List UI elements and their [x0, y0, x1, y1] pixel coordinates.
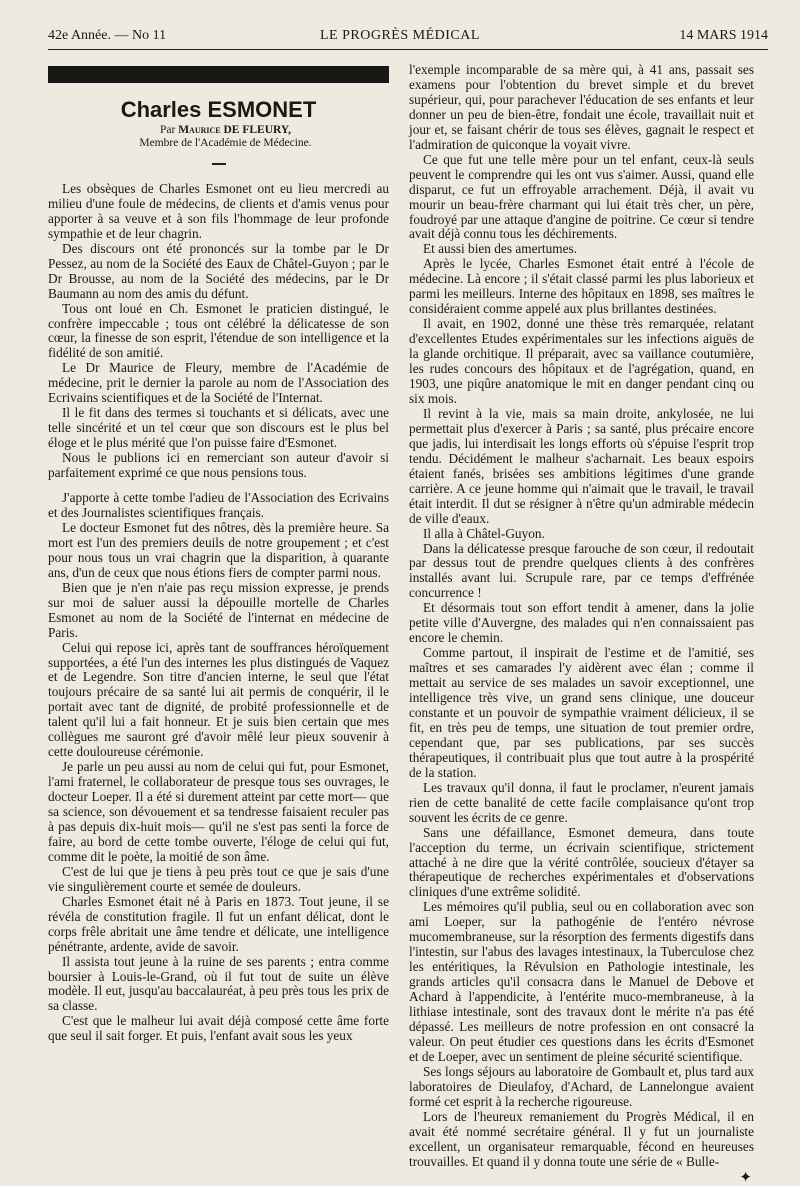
left-column	[48, 66, 389, 1044]
byline-prefix: Par	[159, 123, 176, 136]
title-dash	[212, 163, 226, 165]
end-ornament-icon: ✦	[739, 1169, 752, 1186]
paragraph: Le docteur Esmonet fut des nôtres, dès la première heure. Sa mort est l'un des premiers deuils de notre groupement ; et c'est pour nous tous un vrai chagrin que la disparition, à quarante ans, d'un de ceux que nous étions fiers de compter parmi nous.	[48, 519, 389, 580]
paragraph: Il alla à Châtel-Guyon.	[423, 525, 545, 541]
paragraph: Il revint à la vie, mais sa main droite, ankylosée, ne lui permettait plus d'exercer à Paris ; sa santé, plus précaire encore que jadis, lui interdisait les longs efforts où s'épuise l'esprit trop tendu. Décidément le malheur s'acharnait. Les beaux espoirs étaient fanés, brisées ses ambitions légitimes d'une grande carrière. A ce jeune homme qui n'aimait que le travail, le travail était interdit. Il dut se résigner à n'être qu'un admirable médecin de ville d'eaux.	[409, 405, 754, 526]
paragraph: Ses longs séjours au laboratoire de Gombault et, plus tard aux laboratoires de Dieulafoy, d'Achard, de Lannelongue avaient formé cet esprit à la recherche rigoureuse.	[409, 1063, 754, 1109]
paragraph: Ce que fut une telle mère pour un tel enfant, ceux-là seuls peuvent le comprendre qui les ont vus s'aimer. Aussi, quand elle disparut, ce fut un effroyable arrachement. Déjà, il avait vu mourir un beau-frère charmant qui lui était très cher, un père, foudroyé par une attaque d'angine de poitrine. Ce cœur si tendre avait déjà connu tous les déchirements.	[409, 151, 754, 242]
paragraph: Sans une défaillance, Esmonet demeura, dans toute l'acception du terme, un écrivain scientifique, strictement attaché à ne dire que la vérité contrôlée, soucieux d'étayer sa thérapeutique de recherches expérimentales et d'observations cliniques d'une extrême solidité.	[409, 824, 754, 900]
journal-name: LE PROGRÈS MÉDICAL	[320, 28, 480, 43]
paragraph: Des discours ont été prononcés sur la tombe par le Dr Pessez, au nom de la Société des Eaux de Châtel-Guyon ; par le Dr Brousse, au nom de la Société des médecins, par le Dr Baumann au nom des amis du défunt.	[48, 240, 389, 301]
paragraph: J'apporte à cette tombe l'adieu de l'Association des Ecrivains et des Journalistes scientifiques français.	[48, 490, 389, 520]
paragraph: Il le fit dans des termes si touchants et si délicats, avec une telle sincérité et un tel cœur que son discours est le plus bel éloge et le plus mérité que l'on puisse faire d'Esmonet.	[48, 405, 389, 451]
paragraph: Les mémoires qu'il publia, seul ou en collaboration avec son ami Loeper, sur la pathogénie de l'entéro névrose mucomembraneuse, sur la résorption des ferments digestifs dans l'intestin, sur l'abus des lavages intestinaux, la Tuberculose chez les entéritiques, la Révulsion en Pathologie intestinale, les grands articles qu'il consacra dans le Manuel de Debove et Achard à l'appendicite, à l'entérite muco-membraneuse, à la lithiase intestinale, sont des travaux dont le mérite n'a pas été dépassé. Les meilleurs de notre profession en ont consacré la valeur. On peut étudier ces questions dans les écrits d'Esmonet et de Loeper, avec un sentiment de pleine sécurité scientifique.	[409, 899, 754, 1064]
paragraph: Il avait, en 1902, donné une thèse très remarquée, relatant d'excellentes Etudes expérimentales sur les infections aiguës de la glande orchitique. Il préparait, avec sa vaillance coutumière, les rudes concours des hôpitaux et de l'agrégation, quand, en 1903, une piqûre anatomique le mit en danger pendant cinq ou six mois.	[409, 316, 754, 406]
paragraph: Lors de l'heureux remaniement du Progrès Médical, il en avait été nommé secrétaire général. Il y fut un journaliste excellent, un organisateur remarquable, fécond en heureuses trouvailles. Et quand il y donna toute une série de « Bulle-	[409, 1108, 754, 1169]
paragraph: l'exemple incomparable de sa mère qui, à 41 ans, passait ses examens pour l'obtention du brevet simple et du brevet supérieur, qui, pour parachever l'éducation de ses enfants et leur donner un peu de bien-être, fondait une école, travaillait nuit et jour et, se faisant chérir de tous ses élèves, gagnait le respect et l'admiration de quiconque la voyait vivre.	[409, 62, 754, 152]
paragraph: C'est de lui que je tiens à peu près tout ce que je sais d'une vie singulièrement courte et semée de douleurs.	[48, 863, 389, 894]
right-column	[409, 63, 754, 1185]
paragraph: Je parle un peu aussi au nom de celui qui fut, pour Esmonet, l'ami fraternel, le collaborateur de presque tous ses ouvrages, le docteur Loeper. Il a été si durement atteint par cette mort— que sa science, son dévouement et sa tendresse faisaient reculer pas à pas depuis dix-huit mois— qu'il ne s'est pas senti la force de faire, au bord de cette tombe ouverte, l'éloge de celui qui fut, comme dit le poète, la moitié de son âme.	[48, 759, 389, 864]
paragraph: Bien que je n'en n'aie pas reçu mission expresse, je prends sur moi de saluer aussi la dépouille mortelle de Charles Esmonet au nom de la Société de l'internat en médecine de Paris.	[48, 579, 389, 640]
paragraph: Dans la délicatesse presque farouche de son cœur, il redoutait par dessus tout de prendre quelques clients à des confrères installés avant lui. Scrupule rare, par ce temps d'effrénée concurrence !	[409, 540, 754, 601]
paragraph: Tous ont loué en Ch. Esmonet le praticien distingué, le confrère impeccable ; tous ont célébré la délicatesse de son cœur, la finesse de son esprit, l'étendue de son intelligence et la fidélité de son amitié.	[48, 300, 389, 361]
paragraph: Et désormais tout son effort tendit à amener, dans la jolie petite ville d'Auvergne, des malades qui n'en connaissaient pas encore le chemin.	[409, 600, 754, 646]
paragraph: Le Dr Maurice de Fleury, membre de l'Académie de médecine, prit le dernier la parole au nom de l'Association des Ecrivains scientifiques et de la Société de l'Internat.	[48, 360, 389, 406]
paragraph: Comme partout, il inspirait de l'estime et de l'amitié, ses maîtres et ses camarades l'y aidèrent avec élan ; comme il mettait au service de ses malades un savoir exceptionnel, une intelligence très vive, un grand sens clinique, une douceur constante et un pouvoir de sympathie vraiment délicieux, il se fit, en très peu de temps, une situation de tout premier ordre, cependant que, par ses publications, par ses succès thérapeutiques, il contribuait plus que tout autre à la prospérité de la station.	[409, 645, 754, 780]
paragraph: Charles Esmonet était né à Paris en 1873. Tout jeune, il se révéla de constitution fragile. Il fut un enfant délicat, dont le corps frêle abritait une âme tendre et délicate, une intelligence pénétrante, ardente, avide de savoir.	[48, 893, 389, 954]
black-bar-divider	[48, 66, 389, 83]
issue-date: 14 MARS 1914	[679, 28, 768, 43]
paragraph: Et aussi bien des amertumes.	[423, 241, 577, 257]
paragraph: C'est que le malheur lui avait déjà composé cette âme forte que seul il sait forger. Et puis, l'enfant avait sous les yeux	[48, 1013, 389, 1044]
author-name: Maurice DE FLEURY,	[178, 123, 292, 136]
issue-number: 42e Année. — No 11	[48, 28, 167, 43]
page-header	[48, 22, 768, 52]
byline	[48, 124, 389, 137]
paragraph: Celui qui repose ici, après tant de souffrances héroïquement supportées, a été l'un des internes les plus distingués de Vaquez et de Legendre. Son titre d'ancien interne, le seul que l'état toujours précaire de sa santé lui ait permis de conquérir, il le portait avec tant de dignité, de probité professionnelle et de talent qu'il lui a fait honneur. Et je suis bien certain que mes collègues me sauront gré d'avoir mêlé leur pieux souvenir à cette douloureuse cérémonie.	[48, 639, 389, 760]
paragraph: Les obsèques de Charles Esmonet ont eu lieu mercredi au milieu d'une foule de médecins, de clients et d'amis venus pour apporter à sa veuve et à son fils l'hommage de leur profonde sympathie et de leur chagrin.	[48, 180, 389, 241]
paragraph: Après le lycée, Charles Esmonet était entré à l'école de médecine. Là encore ; il s'était classé parmi les plus laborieux et parmi les meilleurs. Interne des hôpitaux en 1898, ses maîtres le considéraient comme appelé aux plus brillantes destinées.	[409, 256, 754, 317]
author-affiliation: Membre de l'Académie de Médecine.	[139, 136, 312, 149]
header-rule	[48, 49, 768, 50]
article-title: Charles ESMONET	[120, 97, 317, 122]
paragraph: Les travaux qu'il donna, il faut le proclamer, n'eurent jamais rien de cette banalité de cette facile complaisance qu'ont trop souvent les écrits de ce genre.	[409, 779, 754, 825]
paragraph: Nous le publions ici en remerciant son auteur d'avoir si parfaitement exprimé ce que nous pensions tous.	[48, 450, 389, 481]
paragraph: Il assista tout jeune à la ruine de ses parents ; entra comme boursier à Louis-le-Grand, où il fut tout de suite un élève modèle. Il eut, jusqu'au baccalauréat, à peu près tous les prix de sa classe.	[48, 953, 389, 1014]
